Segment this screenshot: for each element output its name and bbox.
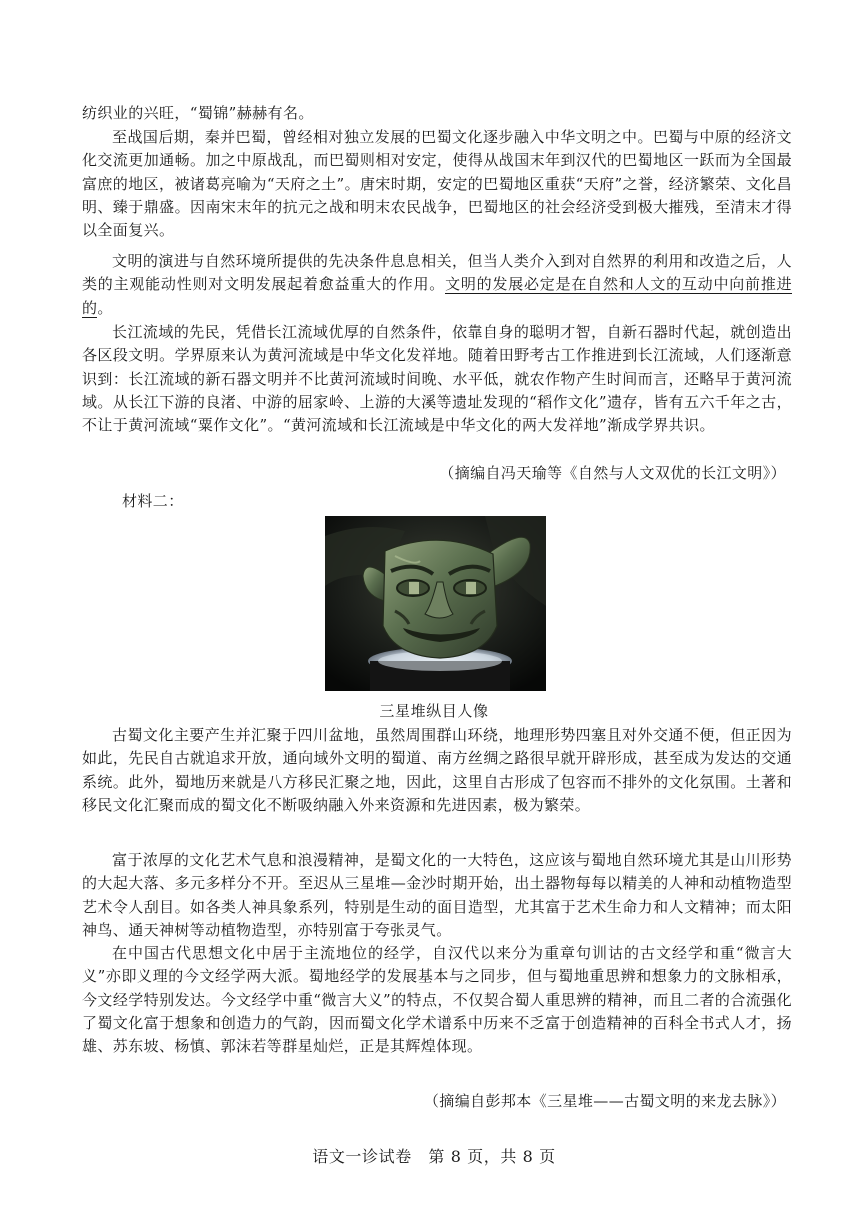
paragraph-civilization-evolution xyxy=(82,250,792,320)
paragraph-bashu-history: 至战国后期，秦并巴蜀，曾经相对独立发展的巴蜀文化逐步融入中华文明之中。巴蜀与中原的经济文化交流更加通畅。加之中原战乱，而巴蜀则相对安定，使得从战国末年到汉代的巴蜀地区一跃而为全国最富庶的地区，被诸葛亮喻为“天府之土”。唐宋时期，安定的巴蜀地区重获“天府”之誉，经济繁荣、文化昌明、臻于鼎盛。因南宋末年的抗元之战和明末农民战争，巴蜀地区的社会经济受到极大摧残，至清末才得以全面复兴。 xyxy=(82,128,792,240)
paragraph-text-end: 。 xyxy=(97,298,113,317)
paragraph-yangtze-ancestors: 长江流域的先民，凭借长江流域优厚的自然条件，依靠自身的聪明才智，自新石器时代起，就创造出各区段文明。学界原来认为黄河流域是中华文化发祥地。随着田野考古工作推进到长江流域，人们逐渐意识到：长江流域的新石器文明并不比黄河流域时间晚、水平低，就农作物产生时间而言，还略早于黄河流域。从长江下游的良渚、中游的屈家岭、上游的大溪等遗址发现的“稻作文化”遗存，皆有五六千年之古，不让于黄河流域“粟作文化”。“黄河流域和长江流域是中华文化的两大发祥地”渐成学界共识。 xyxy=(82,323,792,435)
page-footer: 语文一诊试卷 第 8 页，共 8 页 xyxy=(312,1147,556,1166)
paragraph-art-romance: 富于浓厚的文化艺术气息和浪漫精神，是蜀文化的一大特色，这应该与蜀地自然环境尤其是山川形势的大起大落、多元多样分不开。至迟从三星堆—金沙时期开始，出土器物每每以精美的人神和动植物造型艺术令人刮目。如各类人神具象系列，特别是生动的面目造型，尤其富于艺术生命力和人文精神；而太阳神鸟、通天神树等动植物造型，亦特别富于夸张灵气。 xyxy=(82,851,792,939)
paragraph-classical-studies: 在中国古代思想文化中居于主流地位的经学，自汉代以来分为重章句训诂的古文经学和重“微言大义”亦即义理的今文经学两大派。蜀地经学的发展基本与之同步，但与蜀地重思辨和想象力的文脉相承，今文经学特别发达。今文经学中重“微言大义”的特点，不仅契合蜀人重思辨的精神，而且二者的合流强化了蜀文化富于想象和创造力的气韵，因而蜀文化学术谱系中历来不乏富于创造精神的百科全书式人才，扬雄、苏东坡、杨慎、郭沫若等群星灿烂，正是其辉煌体现。 xyxy=(82,944,792,1056)
bronze-mask-illustration xyxy=(325,516,546,691)
underlined-key-sentence: 文明的发展必定是在自然和人文的互动中向前推进的 xyxy=(82,275,793,317)
source-citation-2: （摘编自彭邦本《三星堆——古蜀文明的来龙去脉》） xyxy=(423,1092,786,1110)
paragraph-text: 文明的演进与自然环境所提供的先决条件息息相关，但当人类介入到对自然界的利用和改造之后，人类的主观能动性则对文明发展起着愈益重大的作用。 xyxy=(82,252,792,294)
sanxingdui-mask-photo xyxy=(325,516,546,691)
paragraph-intro-tail: 纺织业的兴旺，“蜀锦”赫赫有名。 xyxy=(82,104,314,122)
figure-caption: 三星堆纵目人像 xyxy=(379,702,489,720)
source-citation-1: （摘编自冯天瑜等《自然与人文双优的长江文明》） xyxy=(439,464,786,482)
material-two-label: 材料二： xyxy=(122,492,184,510)
paragraph-ancient-shu-culture: 古蜀文化主要产生并汇聚于四川盆地，虽然周围群山环绕，地理形势四塞且对外交通不便，但正因为如此，先民自古就追求开放，通向域外文明的蜀道、南方丝绸之路很早就开辟形成，甚至成为发达的交通系统。此外，蜀地历来就是八方移民汇聚之地，因此，这里自古形成了包容而不排外的文化氛围。土著和移民文化汇聚而成的蜀文化不断吸纳融入外来资源和先进因素，极为繁荣。 xyxy=(82,726,792,814)
